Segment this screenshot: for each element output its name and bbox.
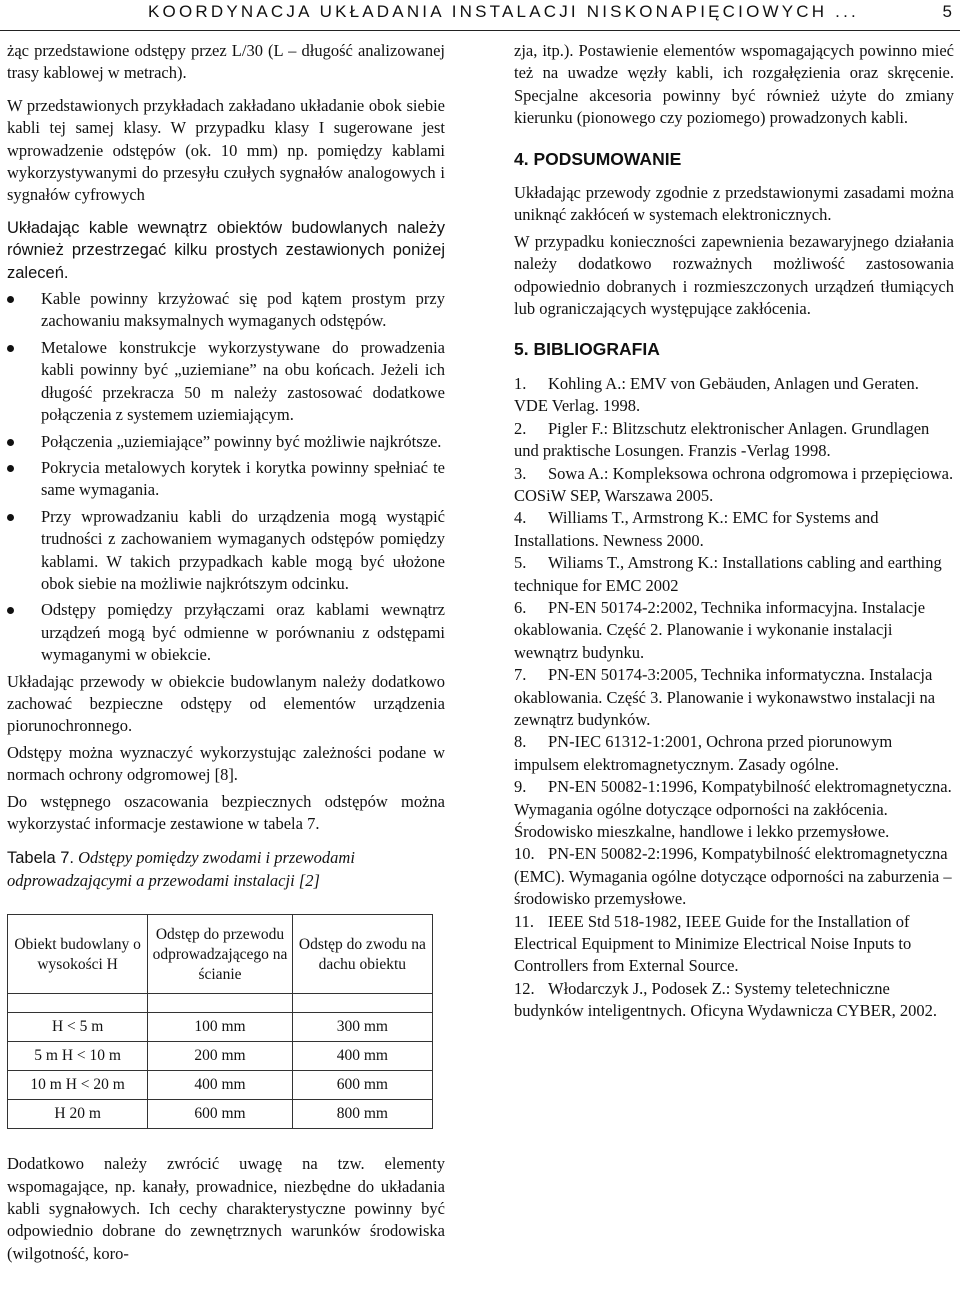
bullet-icon — [7, 439, 14, 446]
section-heading: 5. BIBLIOGRAFIA — [514, 339, 660, 360]
bibliography-item: 5. Wiliams T., Amstrong K.: Installations cabling and earthing technique for EMC 2002 — [514, 553, 942, 595]
recommendations-list — [7, 288, 445, 667]
bibliography-item: 11. IEEE Std 518-1982, IEEE Guide for the Installation of Electrical Equipment to Minimize Electrical Noise Inputs to Controllers from External Source. — [514, 911, 912, 976]
bullet-icon — [7, 514, 14, 521]
paragraph: zja, itp.). Postawienie elementów wspomagających powinno mieć też na uwadze węzły kabli, ich rozgałęzienia oraz skręcenie. Specjalne akcesoria powinny być również użyte do zmiany kierunku (pionowego czy poziomego) prowadzonych kabli. — [514, 41, 954, 128]
list-item-text: Metalowe konstrukcje wykorzystywane do prowadzenia kabli powinny być „uziemiane” na obu końcach. Jeżeli ich długość przekracza 50 m należy zastosować dodatkowe połączenia z systemem uziemiającym. — [41, 337, 445, 425]
table-header-cell: Odstęp do przewodu odprowadzającego na ścianie — [148, 915, 293, 994]
page-number: 5 — [942, 2, 952, 21]
paragraph: Układając przewody zgodnie z przedstawionymi zasadami można uniknąć zakłóceń w systemach elektronicznych. — [514, 183, 954, 225]
table-cell: 200 mm — [148, 1042, 293, 1071]
list-item — [7, 599, 445, 666]
paragraph: Układając kable wewnątrz obiektów budowlanych należy również przestrzegać kilku prostych zestawionych poniżej zaleceń. — [7, 218, 445, 282]
paragraph: żąc przedstawione odstępy przez L/30 (L – długość analizowanej trasy kablowej w metrach). — [7, 41, 445, 83]
list-item — [7, 337, 445, 427]
table-row — [8, 1071, 433, 1100]
table-cell: 400 mm — [292, 1042, 432, 1071]
table-row — [8, 1100, 433, 1129]
table-cell: 800 mm — [292, 1100, 432, 1129]
bibliography-item: 4. Williams T., Armstrong K.: EMC for Systems and Installations. Newness 2000. — [514, 508, 879, 550]
bibliography-item: 12. Włodarczyk J., Podosek Z.: Systemy teletechniczne budynków inteligentnych. Oficyna Wydawnicza CYBER, 2002. — [514, 978, 938, 1021]
table-cell: 600 mm — [292, 1071, 432, 1100]
list-item — [7, 431, 445, 453]
section-heading: 4. PODSUMOWANIE — [514, 148, 682, 169]
bibliography-item: 8. PN-IEC 61312-1:2001, Ochrona przed piorunowym impulsem elektromagnetycznym. Zasady ogólne. — [514, 732, 893, 774]
bullet-icon — [7, 607, 14, 614]
table-row — [8, 1042, 433, 1071]
paragraph: W przypadku konieczności zapewnienia bezawaryjnego działania należy dodatkowo rozważnych możliwość zastosowania odpowiednio dobranych i rozmieszczonych urządzeń tłumiących lub ograniczających występujące zakłócenia. — [514, 231, 954, 319]
spacing-table — [7, 914, 433, 1129]
bibliography-list — [514, 373, 954, 1023]
paragraph: Do wstępnego oszacowania bezpiecznych odstępów można wykorzystać informacje zestawione w tabela 7. — [7, 791, 445, 833]
table-cell: H < 5 m — [8, 1013, 148, 1042]
right-column — [514, 40, 954, 1023]
bibliography-item: 7. PN-EN 50174-3:2005, Technika informatyczna. Instalacja okablowania. Część 3. Planowanie i wykonawstwo instalacji na zewnątrz budynków. — [514, 665, 936, 729]
bibliography-item: 3. Sowa A.: Kompleksowa ochrona odgromowa i przepięciowa. COSiW SEP, Warszawa 2005. — [514, 463, 954, 505]
table-caption-text: Odstępy pomiędzy zwodami i przewodami odprowadzającymi a przewodami instalacji [2] — [7, 848, 355, 890]
left-column — [7, 40, 445, 1269]
table-spacer-row — [8, 994, 433, 1013]
table-caption-label: Tabela 7. — [7, 849, 74, 868]
list-item — [7, 288, 445, 333]
table-header-cell: Obiekt budowlany o wysokości H — [8, 915, 148, 994]
table-header-cell: Odstęp do zwodu na dachu obiektu — [292, 915, 432, 994]
table-cell: 300 mm — [292, 1013, 432, 1042]
running-header-title: KOORDYNACJA UKŁADANIA INSTALACJI NISKONAPIĘCIOWYCH ... — [148, 2, 859, 21]
table-row — [8, 1013, 433, 1042]
table-cell: 100 mm — [148, 1013, 293, 1042]
list-item-text: Odstępy pomiędzy przyłączami oraz kablami wewnątrz urządzeń mogą być odmienne w porównaniu z odstępami wymaganymi w obiekcie. — [41, 600, 445, 665]
bullet-icon — [7, 345, 14, 352]
table-cell: 5 m H < 10 m — [8, 1042, 148, 1071]
list-item-text: Przy wprowadzaniu kabli do urządzenia mogą wystąpić trudności z zachowaniem wymaganych odstępów pomiędzy kablami. W takich przypadkach kable mogą być ułożone obok siebie na możliwie najkrótszym odcinku. — [41, 506, 445, 593]
paragraph: W przedstawionych przykładach zakładano układanie obok siebie kabli tej samej klasy. W przypadku klasy I sugerowane jest wprowadzenie odstępów (ok. 10 mm) np. pomiędzy kablami wykorzystywanymi do przesyłu czułych sygnałów analogowych i sygnałów cyfrowych — [7, 95, 445, 205]
bibliography-item: 1. Kohling A.: EMV von Gebäuden, Anlagen und Geraten. VDE Verlag. 1998. — [514, 373, 919, 416]
bibliography-item: 2. Pigler F.: Blitzschutz elektronischer Anlagen. Grundlagen und praktische Losungen. Franzis -Verlag 1998. — [514, 418, 930, 461]
list-item — [7, 457, 445, 502]
table-cell: H 20 m — [8, 1100, 148, 1129]
list-item — [7, 506, 445, 596]
bibliography-item: 9. PN-EN 50082-1:1996, Kompatybilność elektromagnetyczna. Wymagania ogólne dotyczące odporności na zakłócenia. Środowisko mieszkalne, handlowe i lekko przemysłowe. — [514, 777, 952, 841]
bullet-icon — [7, 465, 14, 472]
bibliography-item: 10. PN-EN 50082-2:1996, Kompatybilność elektromagnetyczna (EMC). Wymagania ogólne dotyczące odporności na zaburzenia – środowisko przemysłowe. — [514, 844, 952, 909]
bullet-icon — [7, 296, 14, 303]
running-header — [0, 0, 960, 31]
table-cell: 10 m H < 20 m — [8, 1071, 148, 1100]
table-header-row — [8, 915, 433, 994]
table-caption — [7, 847, 445, 892]
bibliography-item: 6. PN-EN 50174-2:2002, Technika informacyjna. Instalacje okablowania. Część 2. Planowanie i wykonanie instalacji wewnątrz budynku. — [514, 597, 926, 662]
list-item-text: Pokrycia metalowych korytek i korytka powinny spełniać te same wymagania. — [41, 457, 445, 500]
paragraph: Odstępy można wyznaczyć wykorzystując zależności podane w normach ochrony odgromowej [8]. — [7, 742, 445, 785]
table-cell: 400 mm — [148, 1071, 293, 1100]
paragraph: Dodatkowo należy zwrócić uwagę na tzw. elementy wspomagające, np. kanały, prowadnice, niezbędne do układania kabli sygnałowych. Ich cechy charakterystyczne powinny być odpowiednio dobrane do zewnętrznych warunków środowiska (wilgotność, koro- — [7, 1154, 445, 1263]
paragraph: Układając przewody w obiekcie budowlanym należy dodatkowo zachować bezpieczne odstępy od elementów urządzenia piorunochronnego. — [7, 671, 445, 736]
list-item-text: Kable powinny krzyżować się pod kątem prostym przy zachowaniu maksymalnych wymaganych odstępów. — [41, 289, 445, 331]
list-item-text: Połączenia „uziemiające” powinny być możliwie najkrótsze. — [41, 431, 442, 451]
table-cell: 600 mm — [148, 1100, 293, 1129]
